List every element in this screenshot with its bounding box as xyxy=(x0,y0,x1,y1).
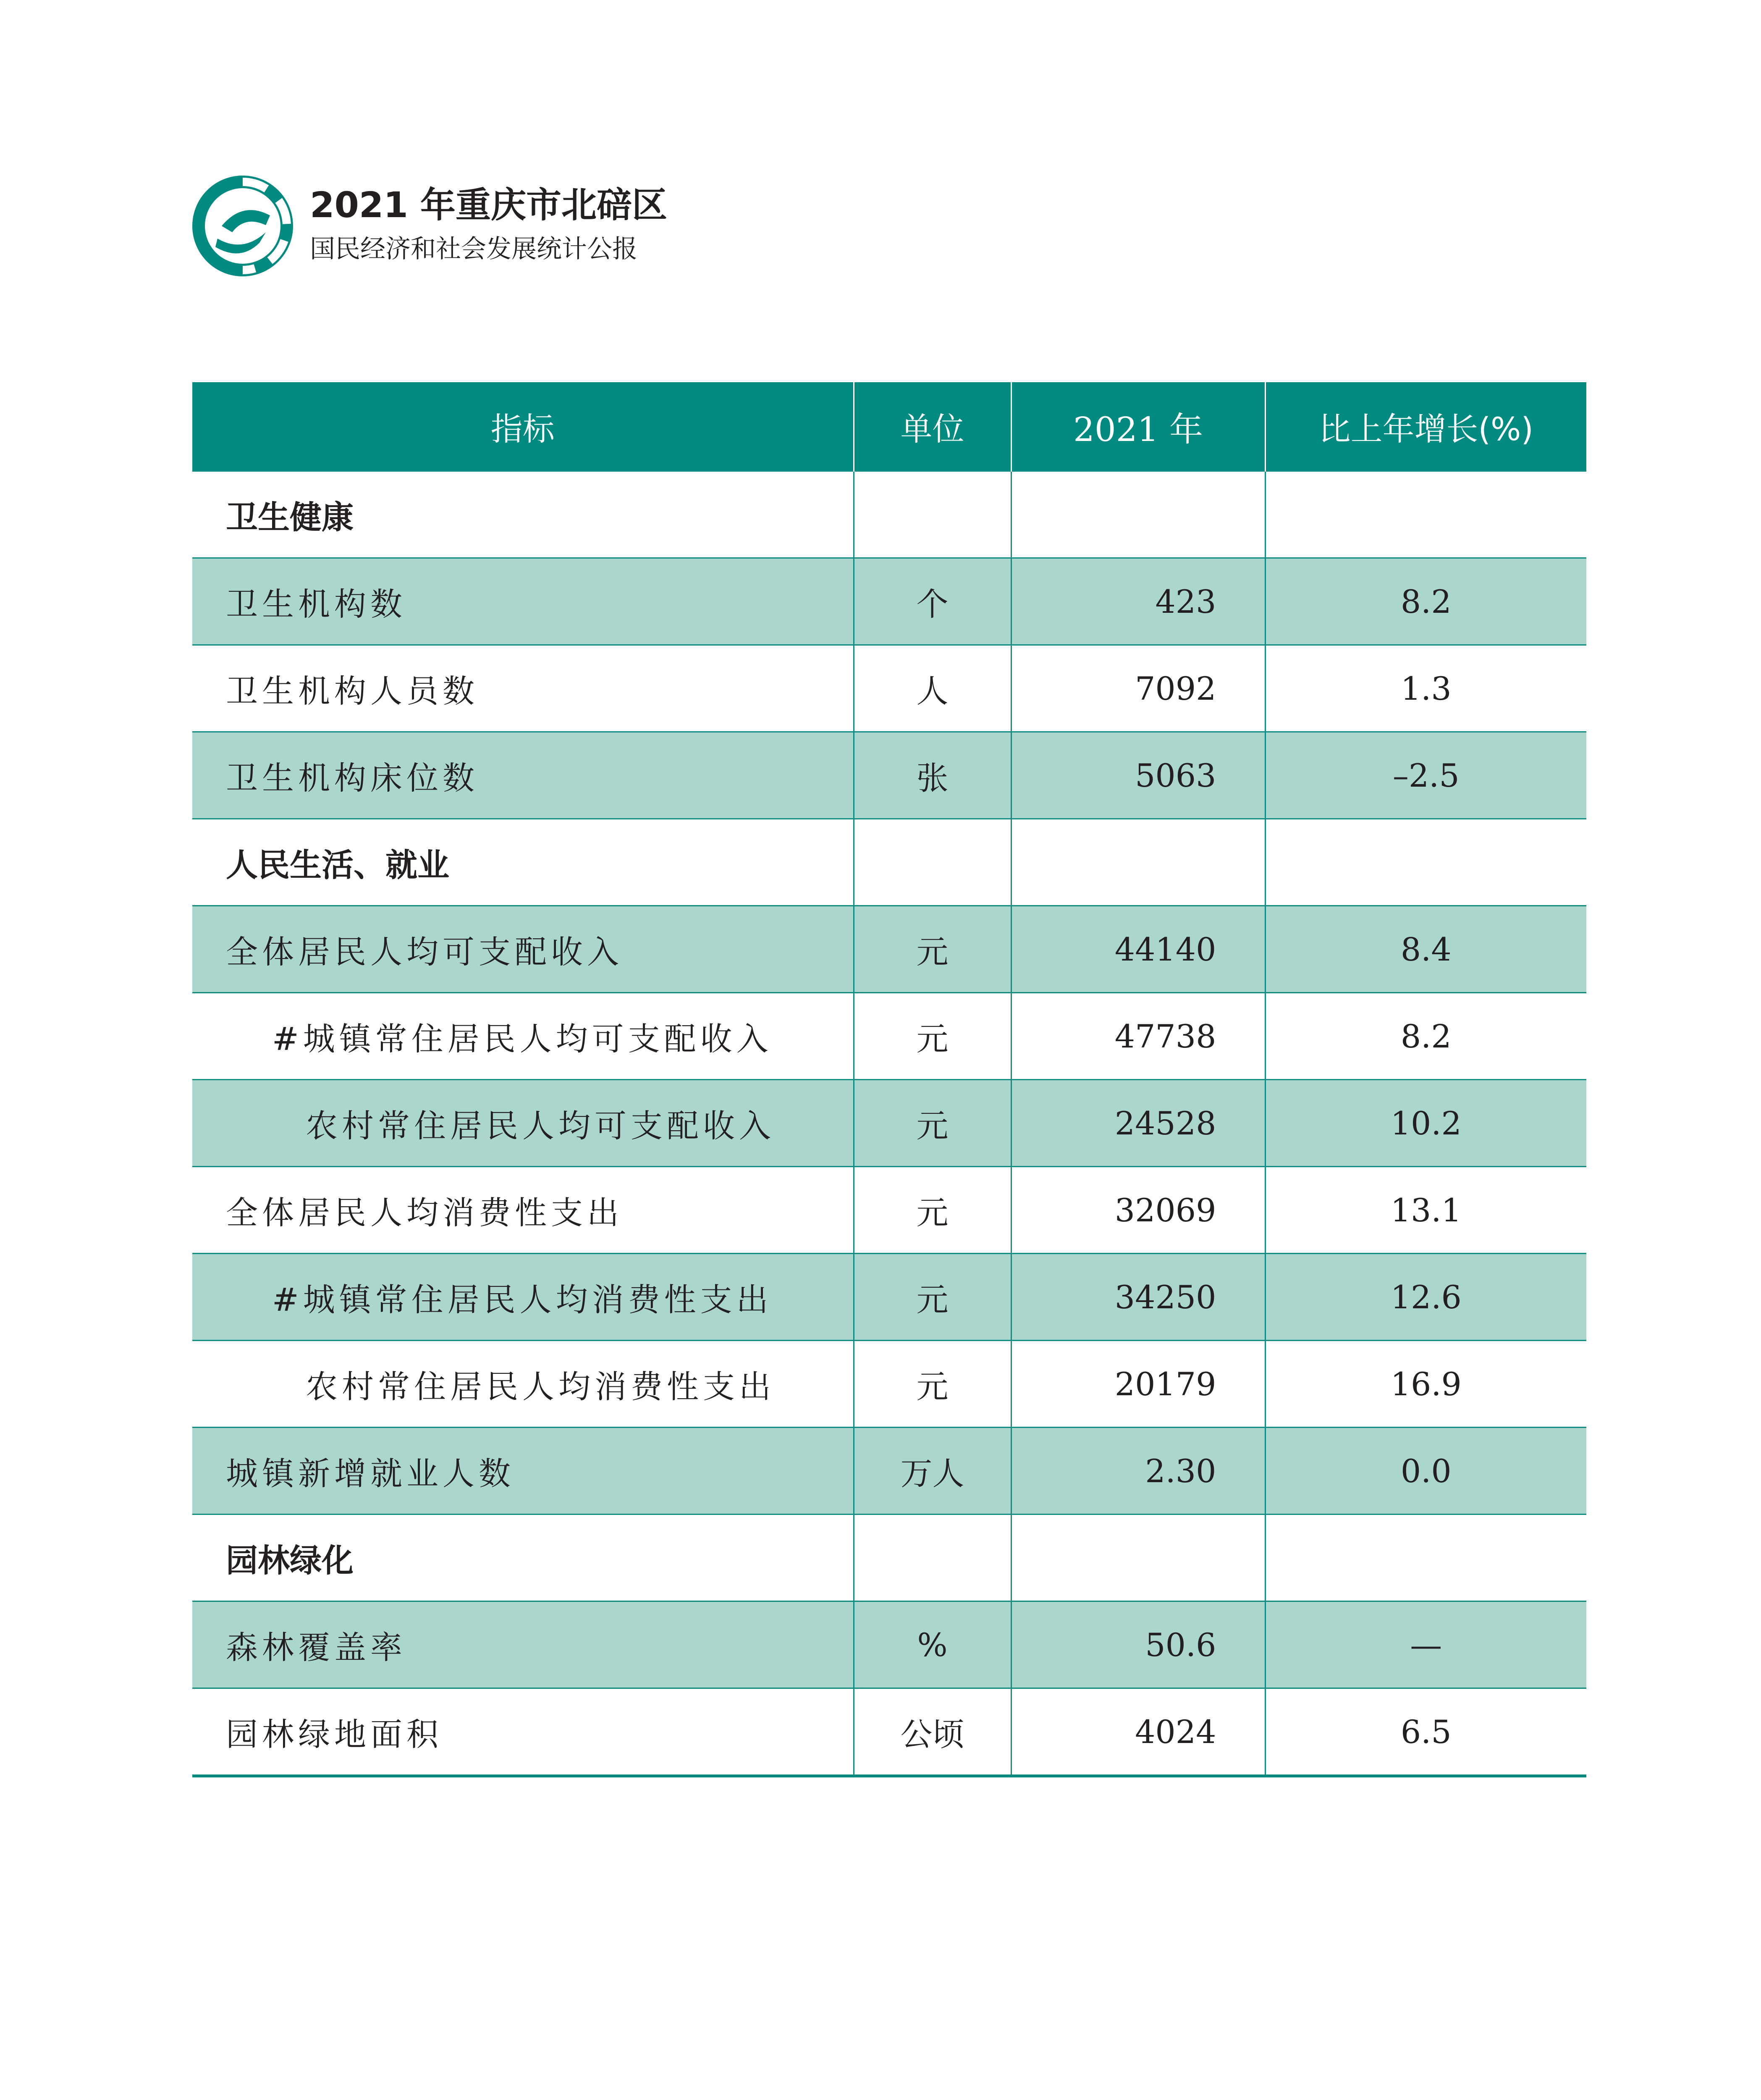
row-growth: — xyxy=(1265,1601,1586,1688)
row-name: 园林绿地面积 xyxy=(192,1688,854,1776)
row-value: 5063 xyxy=(1011,732,1265,819)
table-header-row xyxy=(192,382,1586,471)
row-value: 32069 xyxy=(1011,1167,1265,1254)
row-value: 20179 xyxy=(1011,1341,1265,1428)
row-name: 人民生活、就业 xyxy=(192,819,854,906)
row-value: 47738 xyxy=(1011,993,1265,1080)
statistics-logo-icon xyxy=(192,176,293,276)
row-name: 农村常住居民人均可支配收入 xyxy=(192,1080,854,1167)
row-name: 卫生机构床位数 xyxy=(192,732,854,819)
row-unit: 元 xyxy=(854,1167,1011,1254)
column-header-year: 2021 年 xyxy=(1011,382,1265,471)
table-row xyxy=(192,906,1586,993)
row-name: 森林覆盖率 xyxy=(192,1601,854,1688)
row-unit: 元 xyxy=(854,1341,1011,1428)
table-row xyxy=(192,1341,1586,1428)
row-value xyxy=(1011,471,1265,558)
row-value: 4024 xyxy=(1011,1688,1265,1776)
row-growth xyxy=(1265,471,1586,558)
column-header-unit: 单位 xyxy=(854,382,1011,471)
row-growth: 0.0 xyxy=(1265,1428,1586,1515)
row-name: 卫生机构数 xyxy=(192,558,854,645)
statistics-table xyxy=(192,382,1586,1777)
row-growth: 8.4 xyxy=(1265,906,1586,993)
row-value: 24528 xyxy=(1011,1080,1265,1167)
row-unit: % xyxy=(854,1601,1011,1688)
section-row xyxy=(192,471,1586,558)
row-value: 50.6 xyxy=(1011,1601,1265,1688)
row-growth: 10.2 xyxy=(1265,1080,1586,1167)
table-row xyxy=(192,732,1586,819)
row-name: 卫生机构人员数 xyxy=(192,645,854,732)
row-unit: 元 xyxy=(854,1080,1011,1167)
row-growth: 1.3 xyxy=(1265,645,1586,732)
report-title: 2021 年重庆市北碚区 xyxy=(310,184,668,226)
row-growth: 8.2 xyxy=(1265,993,1586,1080)
table-row xyxy=(192,558,1586,645)
row-value: 2.30 xyxy=(1011,1428,1265,1515)
row-unit: 元 xyxy=(854,906,1011,993)
row-name: 农村常住居民人均消费性支出 xyxy=(192,1341,854,1428)
table-row xyxy=(192,1167,1586,1254)
row-name: 卫生健康 xyxy=(192,471,854,558)
row-growth xyxy=(1265,1515,1586,1601)
row-growth: –2.5 xyxy=(1265,732,1586,819)
row-growth: 13.1 xyxy=(1265,1167,1586,1254)
row-growth xyxy=(1265,819,1586,906)
section-row xyxy=(192,819,1586,906)
row-unit: 元 xyxy=(854,993,1011,1080)
table-row xyxy=(192,1080,1586,1167)
table-row xyxy=(192,1688,1586,1776)
row-unit: 公顷 xyxy=(854,1688,1011,1776)
row-growth: 16.9 xyxy=(1265,1341,1586,1428)
row-value: 7092 xyxy=(1011,645,1265,732)
row-value: 423 xyxy=(1011,558,1265,645)
table-row xyxy=(192,1254,1586,1341)
row-value xyxy=(1011,1515,1265,1601)
section-row xyxy=(192,1515,1586,1601)
row-name: #城镇常住居民人均消费性支出 xyxy=(192,1254,854,1341)
row-growth: 8.2 xyxy=(1265,558,1586,645)
row-name: 园林绿化 xyxy=(192,1515,854,1601)
report-subtitle: 国民经济和社会发展统计公报 xyxy=(310,234,637,264)
row-value: 44140 xyxy=(1011,906,1265,993)
row-name: 全体居民人均消费性支出 xyxy=(192,1167,854,1254)
table-row xyxy=(192,993,1586,1080)
row-value: 34250 xyxy=(1011,1254,1265,1341)
table-row xyxy=(192,1601,1586,1688)
row-value xyxy=(1011,819,1265,906)
row-name: 全体居民人均可支配收入 xyxy=(192,906,854,993)
row-unit: 人 xyxy=(854,645,1011,732)
row-unit: 万人 xyxy=(854,1428,1011,1515)
row-unit xyxy=(854,471,1011,558)
row-unit xyxy=(854,1515,1011,1601)
table-row xyxy=(192,645,1586,732)
row-name: 城镇新增就业人数 xyxy=(192,1428,854,1515)
column-header-growth: 比上年增长(%) xyxy=(1265,382,1586,471)
column-header-indicator: 指标 xyxy=(192,382,854,471)
row-unit xyxy=(854,819,1011,906)
row-growth: 12.6 xyxy=(1265,1254,1586,1341)
row-growth: 6.5 xyxy=(1265,1688,1586,1776)
row-unit: 元 xyxy=(854,1254,1011,1341)
row-unit: 张 xyxy=(854,732,1011,819)
table-row xyxy=(192,1428,1586,1515)
row-unit: 个 xyxy=(854,558,1011,645)
row-name: #城镇常住居民人均可支配收入 xyxy=(192,993,854,1080)
